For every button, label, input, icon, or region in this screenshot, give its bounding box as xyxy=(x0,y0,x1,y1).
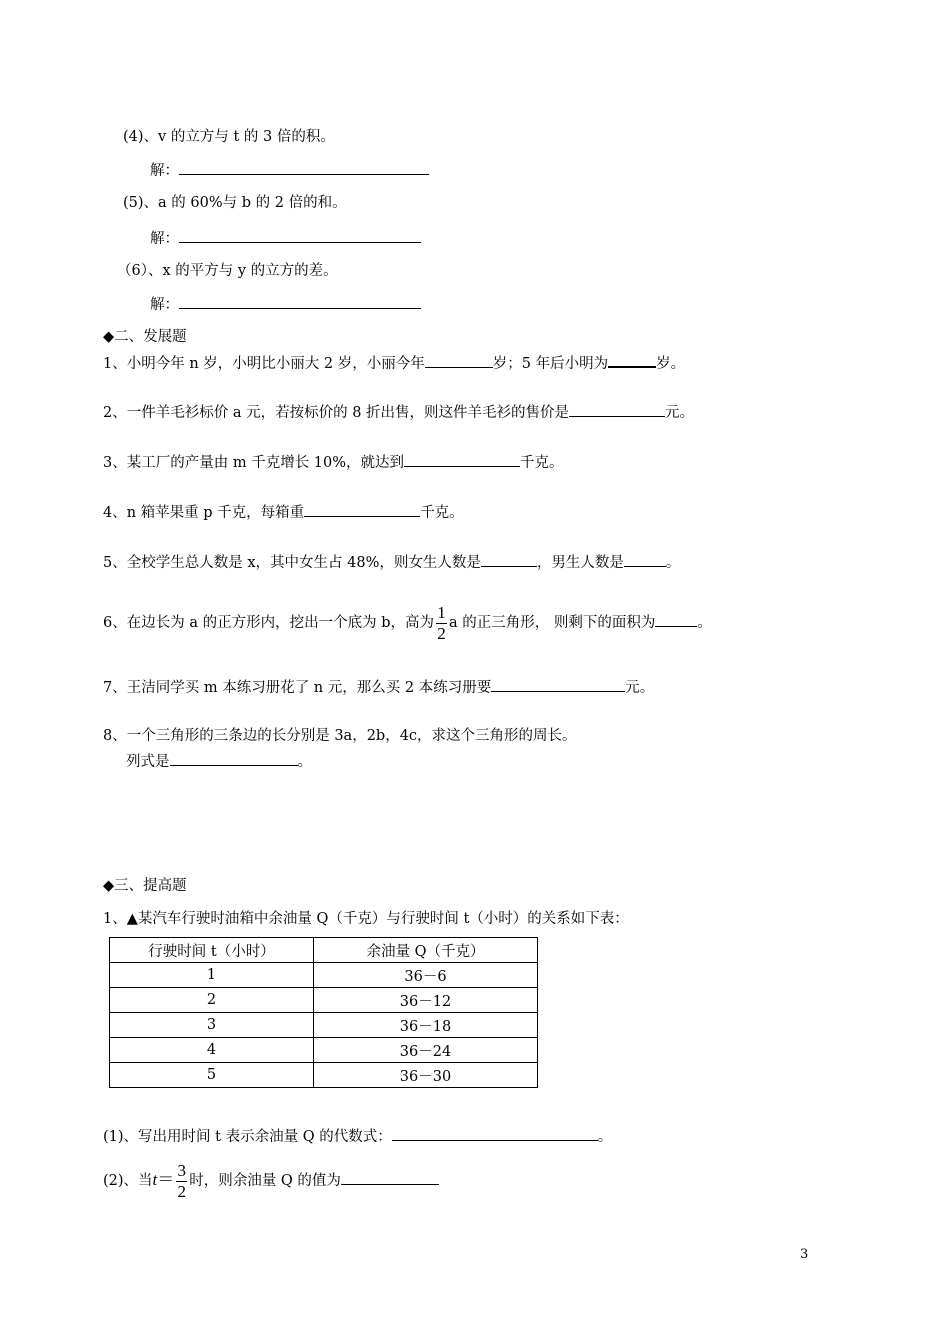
answer-blank[interactable] xyxy=(608,352,656,368)
fraction-numerator: 3 xyxy=(177,1160,187,1180)
answer-blank[interactable] xyxy=(304,502,420,517)
s3-sub-question-1 xyxy=(103,1126,612,1147)
q-text: 2、一件羊毛衫标价 a 元，若按标价的 8 折出售，则这件羊毛衫的售价是 xyxy=(103,405,570,421)
answer-blank[interactable] xyxy=(392,1126,598,1141)
s2-question-6 xyxy=(103,603,712,643)
s2-question-5 xyxy=(103,552,680,573)
q-text: 千克。 xyxy=(420,505,464,521)
answer-line-4[interactable] xyxy=(150,160,429,181)
question-4: (4)、v 的立方与 t 的 3 倍的积。 xyxy=(123,129,335,145)
s2-question-8: 8、一个三角形的三条边的长分别是 3a，2b，4c，求这个三角形的周长。 xyxy=(103,728,577,744)
fraction-half xyxy=(436,604,447,643)
s2-question-4 xyxy=(103,502,464,523)
q-text: 6、在边长为 a 的正方形内，挖出一个底为 b，高为 xyxy=(103,615,434,631)
answer-blank[interactable] xyxy=(491,677,625,692)
answer-line-6[interactable] xyxy=(150,294,421,315)
table-cell: 36－6 xyxy=(314,963,538,988)
q-text: 。 xyxy=(665,555,681,571)
table-cell: 36－24 xyxy=(314,1038,538,1063)
table-row xyxy=(110,1013,538,1038)
section-title-advanced: ◆三、提高题 xyxy=(103,878,187,894)
answer-blank[interactable] xyxy=(404,452,520,467)
question-6: （6）、x 的平方与 y 的立方的差。 xyxy=(117,263,338,279)
s2-question-3 xyxy=(103,452,564,473)
section-title-development: ◆二、发展题 xyxy=(103,329,187,345)
answer-blank[interactable] xyxy=(341,1170,439,1185)
q-text: 元。 xyxy=(625,680,655,696)
s2-question-8-answer xyxy=(126,751,312,772)
q-text: (1)、写出用时间 t 表示余油量 Q 的代数式： xyxy=(103,1129,392,1145)
variable-t: t xyxy=(152,1170,158,1189)
table-cell: 4 xyxy=(110,1038,314,1063)
answer-blank[interactable] xyxy=(170,751,298,766)
answer-label: 解： xyxy=(150,231,179,247)
answer-blank[interactable] xyxy=(179,228,421,243)
fraction-denominator: 2 xyxy=(177,1181,187,1201)
q-text: 列式是 xyxy=(126,754,170,770)
answer-blank[interactable] xyxy=(179,160,429,175)
fraction-three-halves xyxy=(176,1162,187,1201)
answer-blank[interactable] xyxy=(655,612,697,627)
answer-label: 解： xyxy=(150,297,179,313)
q-text: 。 xyxy=(697,615,712,631)
table-header-row xyxy=(110,938,538,963)
answer-line-5[interactable] xyxy=(150,228,421,249)
q-text: (2)、当 xyxy=(103,1173,153,1189)
table-cell: 3 xyxy=(110,1013,314,1038)
table-cell: 2 xyxy=(110,988,314,1013)
answer-blank[interactable] xyxy=(569,402,665,417)
fuel-table xyxy=(109,937,538,1088)
q-text: 5、全校学生总人数是 x，其中女生占 48%，则女生人数是 xyxy=(103,555,481,571)
q-text: 岁；5 年后小明为 xyxy=(492,356,609,372)
q-text: 岁。 xyxy=(656,356,686,372)
table-row xyxy=(110,1038,538,1063)
table-cell: 5 xyxy=(110,1063,314,1088)
q-text: 元。 xyxy=(665,405,695,421)
q-text: ，男生人数是 xyxy=(536,555,624,571)
fraction-denominator: 2 xyxy=(437,623,446,643)
table-row xyxy=(110,963,538,988)
answer-blank[interactable] xyxy=(425,353,493,368)
s3-sub-question-2 xyxy=(103,1160,439,1201)
q-text: a 的正三角形， 则剩下的面积为 xyxy=(448,615,656,631)
equals-sign: ＝ xyxy=(157,1170,175,1189)
s2-question-1 xyxy=(103,352,685,374)
table-cell: 36－30 xyxy=(314,1063,538,1088)
q-text: 时，则余油量 Q 的值为 xyxy=(189,1173,341,1189)
table-cell: 1 xyxy=(110,963,314,988)
answer-blank[interactable] xyxy=(624,552,666,567)
q-text: 。 xyxy=(597,1129,613,1145)
table-cell: 36－12 xyxy=(314,988,538,1013)
table-row xyxy=(110,1063,538,1088)
answer-blank[interactable] xyxy=(481,552,537,567)
table-cell: 36－18 xyxy=(314,1013,538,1038)
table-row xyxy=(110,988,538,1013)
table-header: 行驶时间 t（小时） xyxy=(110,938,314,963)
answer-blank[interactable] xyxy=(179,294,421,309)
s2-question-2 xyxy=(103,402,694,423)
question-5: (5)、a 的 60%与 b 的 2 倍的和。 xyxy=(123,195,347,211)
page-number: 3 xyxy=(800,1247,809,1262)
answer-label: 解： xyxy=(150,163,179,179)
q-text: 千克。 xyxy=(520,455,564,471)
q-text: 4、n 箱苹果重 p 千克，每箱重 xyxy=(103,505,305,521)
fraction-numerator: 1 xyxy=(437,602,446,622)
table-header: 余油量 Q（千克） xyxy=(314,938,538,963)
s3-question-1: 1、▲某汽车行驶时油箱中余油量 Q（千克）与行驶时间 t（小时）的关系如下表： xyxy=(103,911,629,927)
q-text: 1、小明今年 n 岁，小明比小丽大 2 岁，小丽今年 xyxy=(103,356,425,372)
q-text: 。 xyxy=(297,754,312,770)
q-text: 3、某工厂的产量由 m 千克增长 10%，就达到 xyxy=(103,455,405,471)
s2-question-7 xyxy=(103,677,654,698)
q-text: 7、王洁同学买 m 本练习册花了 n 元，那么买 2 本练习册要 xyxy=(103,680,492,696)
